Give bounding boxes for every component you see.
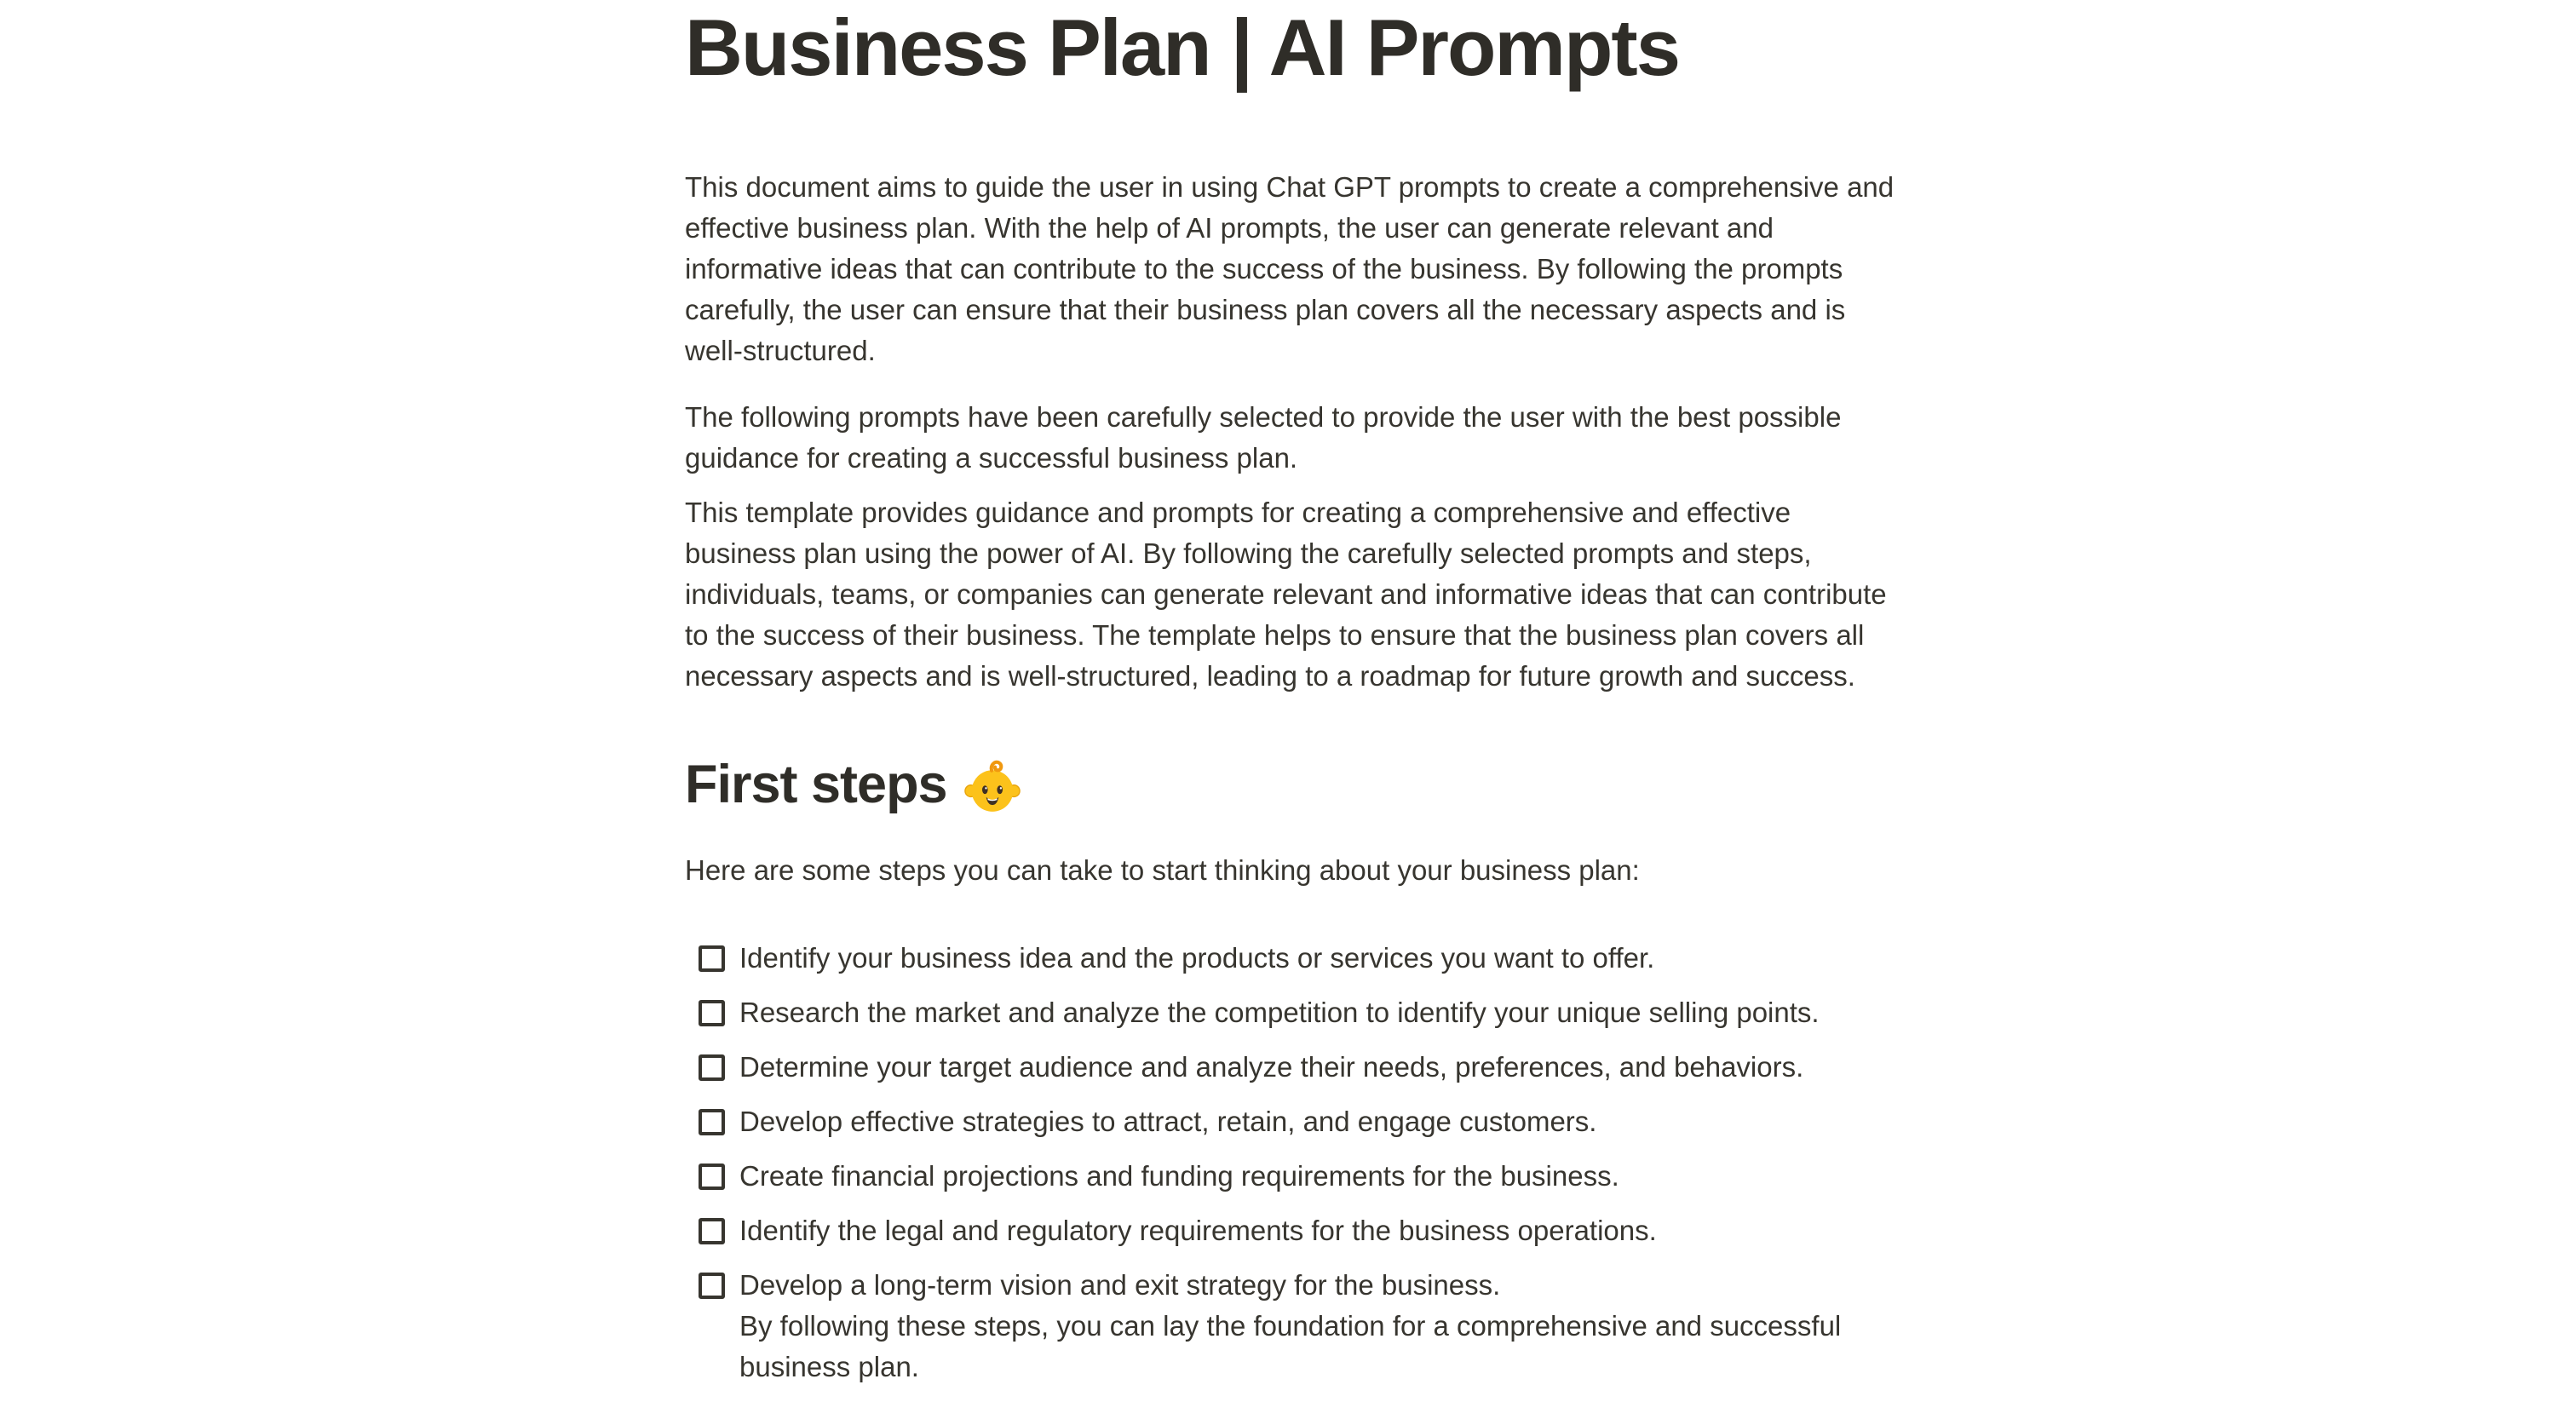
todo-list bbox=[685, 931, 1906, 1394]
todo-checkbox[interactable] bbox=[699, 1109, 725, 1135]
baby-hair-curl bbox=[991, 762, 1001, 771]
todo-item bbox=[685, 1149, 1906, 1204]
todo-label: Create financial projections and funding requirements for the business. bbox=[739, 1160, 1619, 1192]
section-intro: Here are some steps you can take to start thinking about your business plan: bbox=[685, 854, 1640, 886]
page-title: Business Plan | AI Prompts bbox=[685, 3, 1680, 92]
todo-checkbox[interactable] bbox=[699, 1000, 725, 1026]
todo-label: Develop a long-term vision and exit strategy for the business. bbox=[739, 1269, 1501, 1301]
todo-item bbox=[685, 931, 1906, 985]
todo-item bbox=[685, 1095, 1906, 1149]
todo-item bbox=[685, 1040, 1906, 1095]
todo-item bbox=[685, 1204, 1906, 1258]
todo-label: Identify your business idea and the products or services you want to offer. bbox=[739, 942, 1655, 974]
todo-label: Identify the legal and regulatory requirements for the business operations. bbox=[739, 1215, 1657, 1246]
todo-footer-note: By following these steps, you can lay the foundation for a comprehensive and successful business plan. bbox=[739, 1310, 1842, 1382]
section-heading-label: First steps bbox=[685, 755, 947, 814]
todo-label: Research the market and analyze the competition to identify your unique selling points. bbox=[739, 997, 1820, 1028]
intro-paragraph: This document aims to guide the user in using Chat GPT prompts to create a comprehensive and effective business plan. With the help of AI prompts, the user can generate relevant and informative ideas that can contribute to the success of the business. By following the prompts carefully, the user can ensure that their business plan covers all the necessary aspects and is well-structured. bbox=[685, 171, 1895, 366]
todo-checkbox[interactable] bbox=[699, 1164, 725, 1190]
intro-paragraph: The following prompts have been carefully selected to provide the user with the best possible guidance for creating a successful business plan. bbox=[685, 401, 1842, 474]
todo-label: Determine your target audience and analyze their needs, preferences, and behaviors. bbox=[739, 1051, 1804, 1083]
section-heading-first-steps bbox=[685, 750, 1906, 819]
intro-paragraph: This template provides guidance and prompts for creating a comprehensive and effective business plan using the power of AI. By following the carefully selected prompts and steps, individuals, teams, or companies can generate relevant and informative ideas that can contribute to the success of their business. The template helps to ensure that the business plan covers all necessary aspects and is well-structured, leading to a roadmap for future growth and success. bbox=[685, 497, 1887, 692]
intro-section bbox=[685, 167, 1906, 697]
todo-checkbox[interactable] bbox=[699, 1273, 725, 1299]
todo-label: Develop effective strategies to attract, retain, and engage customers. bbox=[739, 1106, 1597, 1137]
baby-emoji-icon bbox=[964, 759, 1021, 815]
todo-label-group bbox=[739, 1265, 1906, 1388]
todo-item bbox=[685, 985, 1906, 1040]
todo-checkbox[interactable] bbox=[699, 1054, 725, 1081]
document-page bbox=[685, 0, 1906, 1394]
todo-checkbox[interactable] bbox=[699, 1218, 725, 1244]
todo-item bbox=[685, 1258, 1906, 1394]
todo-checkbox[interactable] bbox=[699, 945, 725, 972]
